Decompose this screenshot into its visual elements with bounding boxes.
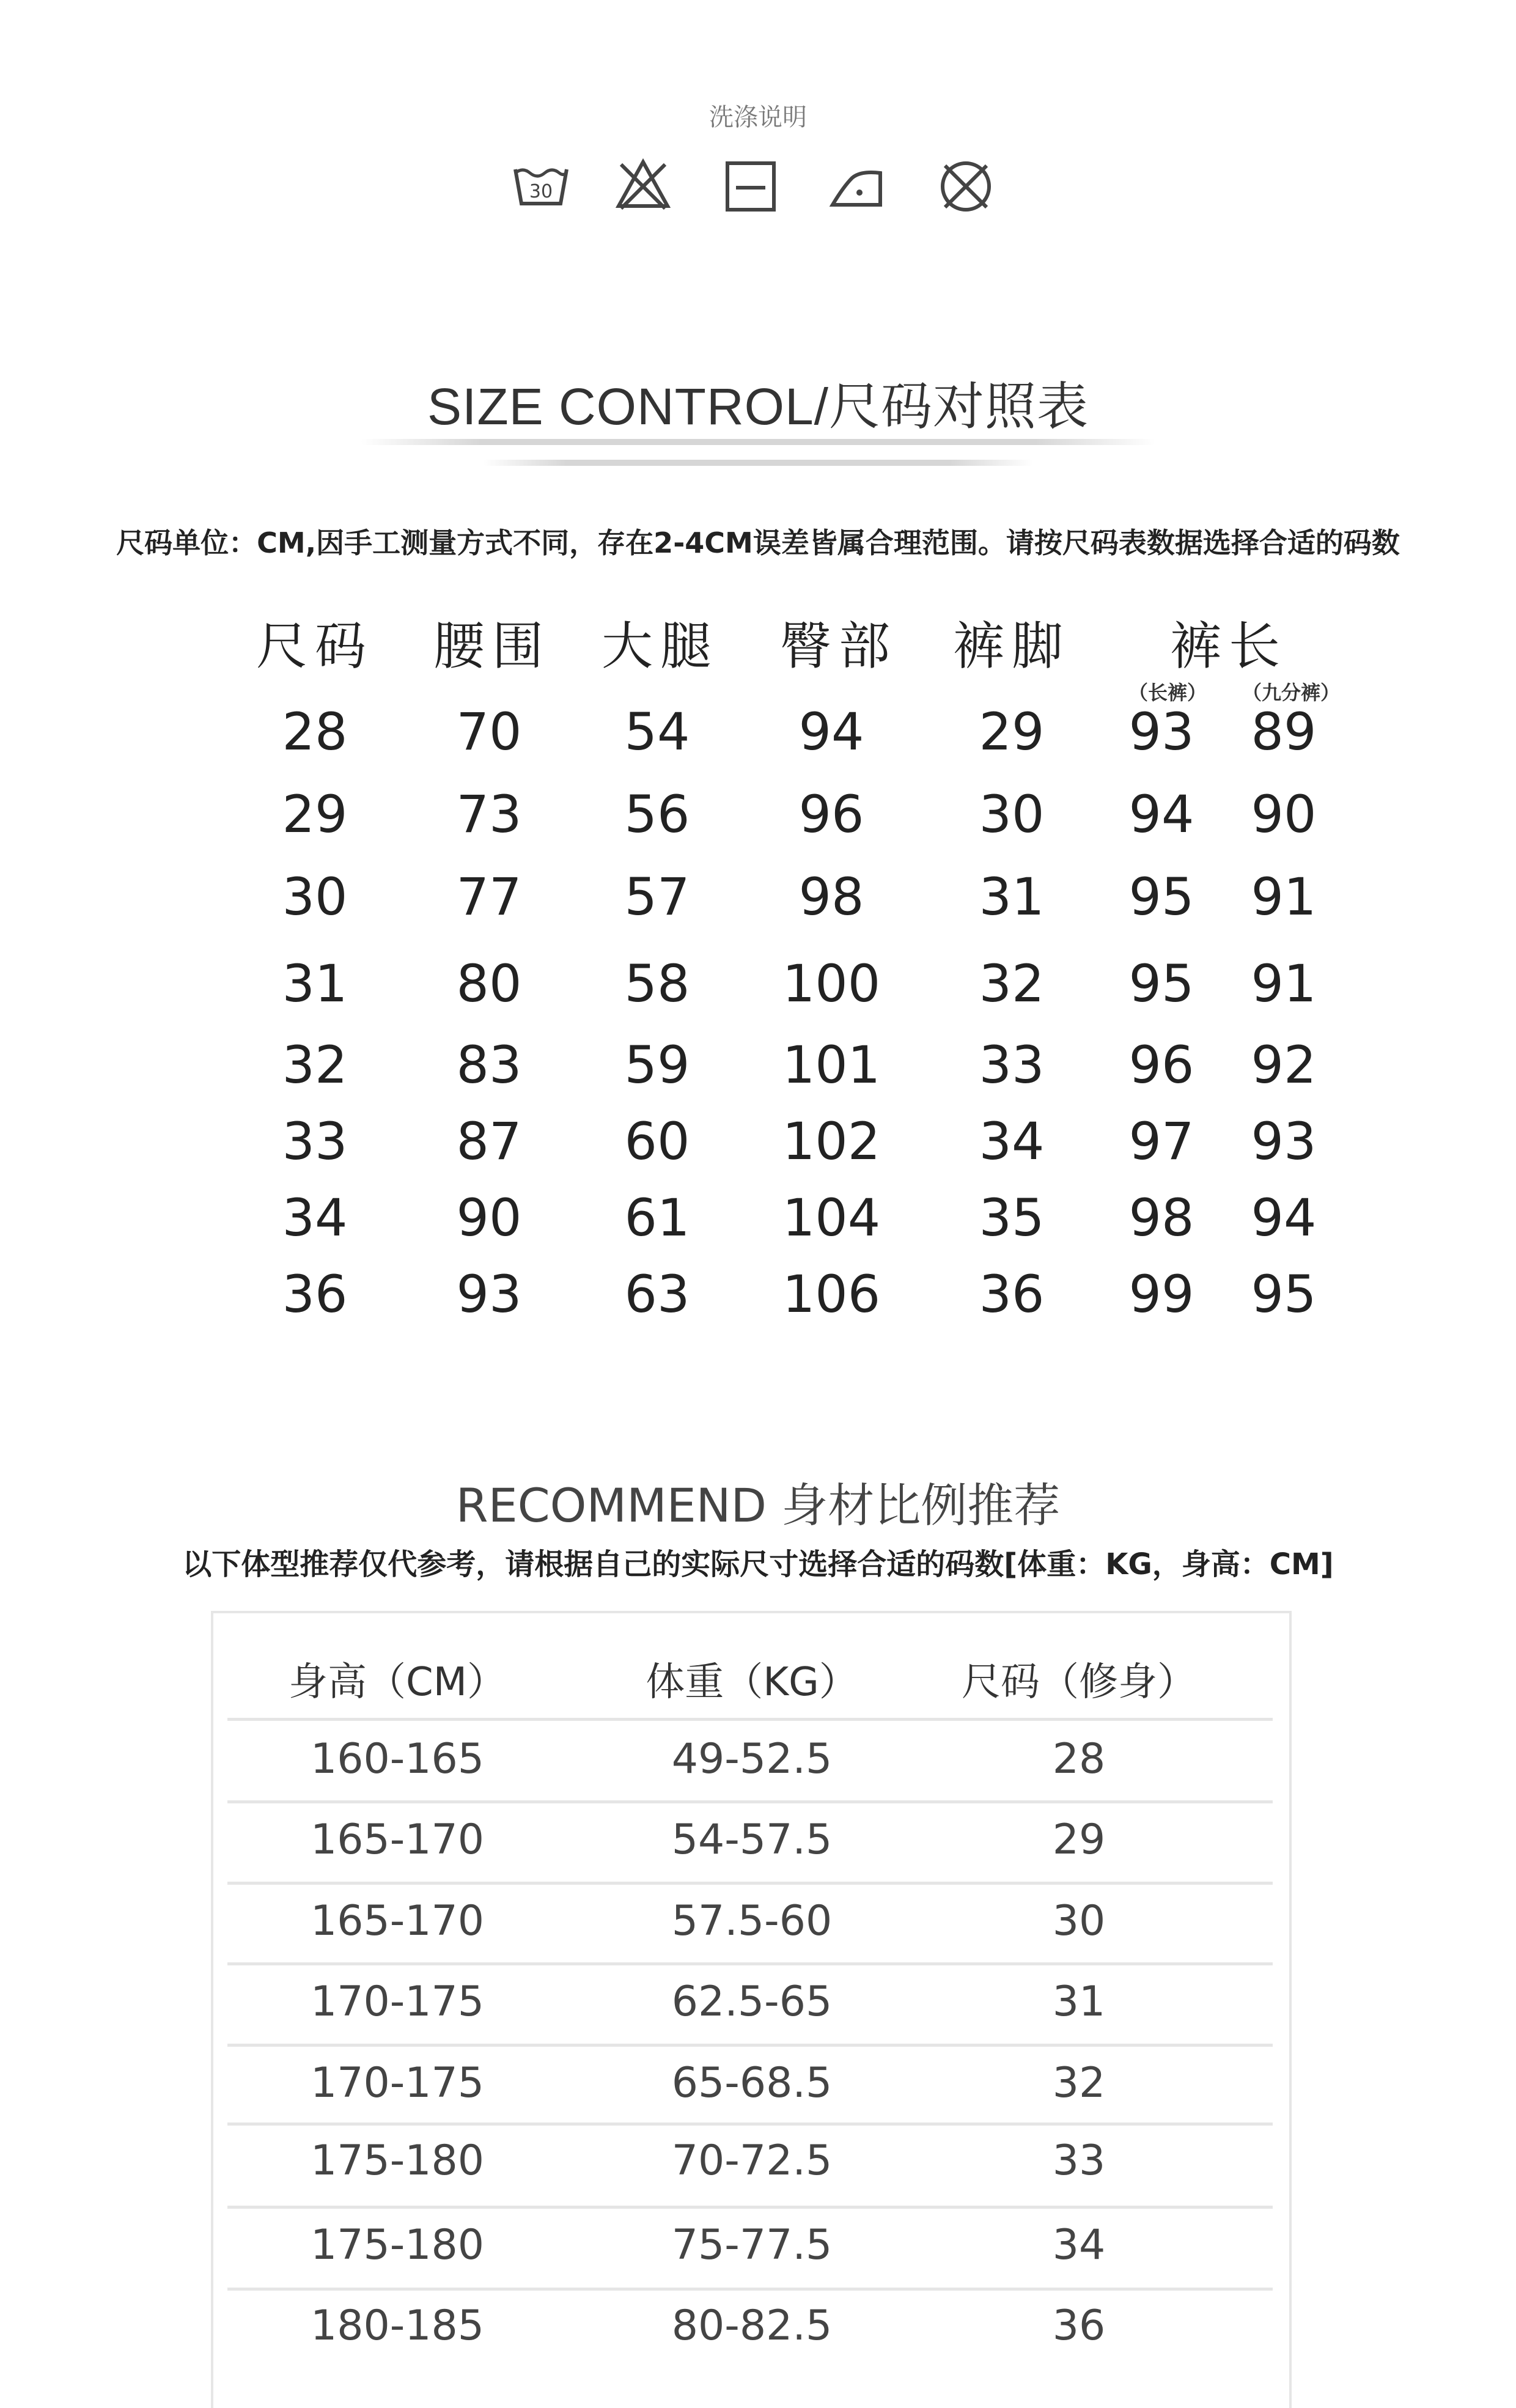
rec-cell-height: 165-170 — [310, 1897, 485, 1945]
rec-cell-size: 32 — [1052, 2059, 1106, 2107]
size-cell-length-cropped: 95 — [1251, 1264, 1317, 1324]
length-sub-cropped: （九分裤） — [1242, 681, 1340, 704]
size-cell-thigh: 56 — [624, 784, 690, 844]
row-divider — [227, 1962, 1273, 1965]
size-cell-size: 30 — [282, 867, 348, 927]
size-cell-thigh: 57 — [624, 867, 690, 927]
size-cell-size: 33 — [282, 1111, 348, 1171]
faint-english-note-line-2 — [483, 460, 1033, 466]
faint-english-note-line-1 — [361, 439, 1155, 445]
recommend-note: 以下体型推荐仅代参考，请根据自己的实际尺寸选择合适的码数[体重：KG，身高：CM] — [182, 1547, 1334, 1581]
size-cell-leg-opening: 35 — [979, 1188, 1045, 1248]
rec-cell-size: 29 — [1052, 1816, 1106, 1864]
size-cell-thigh: 61 — [624, 1188, 690, 1248]
rec-cell-height: 180-185 — [310, 2302, 485, 2350]
size-cell-waist: 77 — [456, 867, 522, 927]
row-divider — [227, 1882, 1273, 1885]
rec-header-height: 身高（CM） — [289, 1660, 506, 1705]
size-cell-waist: 70 — [456, 702, 522, 762]
size-cell-thigh: 58 — [624, 954, 690, 1014]
wash-30-icon — [510, 156, 572, 217]
rec-cell-weight: 65-68.5 — [671, 2059, 833, 2107]
rec-cell-size: 31 — [1052, 1978, 1106, 2026]
size-header-length: 裤长 — [1169, 616, 1287, 676]
size-cell-leg-opening: 29 — [979, 702, 1045, 762]
size-cell-length-cropped: 92 — [1251, 1035, 1317, 1095]
size-cell-length-cropped: 90 — [1251, 784, 1317, 844]
size-cell-length-long: 99 — [1128, 1264, 1194, 1324]
length-sub-long: （长裤） — [1128, 681, 1207, 704]
size-cell-waist: 83 — [456, 1035, 522, 1095]
size-cell-hip: 106 — [782, 1264, 881, 1324]
size-cell-length-long: 95 — [1128, 954, 1194, 1014]
size-cell-length-long: 98 — [1128, 1188, 1194, 1248]
rec-header-size: 尺码（修身） — [962, 1660, 1196, 1705]
row-divider — [227, 1718, 1273, 1721]
size-cell-size: 28 — [282, 702, 348, 762]
size-cell-size: 32 — [282, 1035, 348, 1095]
size-cell-thigh: 59 — [624, 1035, 690, 1095]
size-cell-hip: 100 — [782, 954, 881, 1014]
rec-cell-size: 33 — [1052, 2137, 1106, 2185]
size-cell-hip: 96 — [798, 784, 864, 844]
size-cell-hip: 101 — [782, 1035, 881, 1095]
wash-temp-label: 30 — [529, 181, 553, 202]
size-cell-leg-opening: 33 — [979, 1035, 1045, 1095]
size-cell-leg-opening: 32 — [979, 954, 1045, 1014]
size-header-waist: 腰围 — [433, 616, 551, 676]
size-cell-length-cropped: 93 — [1251, 1111, 1317, 1171]
size-cell-thigh: 63 — [624, 1264, 690, 1324]
size-unit-note: 尺码单位：CM,因手工测量方式不同，存在2-4CM误差皆属合理范围。请按尺码表数据选择合适的码数 — [116, 526, 1400, 559]
rec-cell-weight: 49-52.5 — [671, 1735, 833, 1783]
size-header-size: 尺码 — [256, 616, 373, 676]
no-bleach-icon — [613, 156, 674, 217]
size-cell-waist: 73 — [456, 784, 522, 844]
rec-cell-height: 160-165 — [310, 1735, 485, 1783]
row-divider — [227, 2044, 1273, 2047]
size-cell-length-long: 93 — [1128, 702, 1194, 762]
size-cell-size: 29 — [282, 784, 348, 844]
size-header-leg-opening: 裤脚 — [952, 616, 1070, 676]
rec-header-weight: 体重（KG） — [646, 1660, 858, 1705]
rec-cell-height: 170-175 — [310, 1978, 485, 2026]
rec-cell-size: 30 — [1052, 1897, 1106, 1945]
size-cell-thigh: 54 — [624, 702, 690, 762]
size-cell-size: 34 — [282, 1188, 348, 1248]
size-cell-leg-opening: 31 — [979, 867, 1045, 927]
care-title: 洗涤说明 — [709, 103, 807, 131]
size-cell-length-long: 95 — [1128, 867, 1194, 927]
size-cell-waist: 93 — [456, 1264, 522, 1324]
rec-cell-weight: 80-82.5 — [671, 2302, 833, 2350]
size-cell-hip: 98 — [798, 867, 864, 927]
rec-cell-height: 165-170 — [310, 1816, 485, 1864]
size-cell-length-cropped: 94 — [1251, 1188, 1317, 1248]
size-cell-length-long: 97 — [1128, 1111, 1194, 1171]
rec-cell-weight: 70-72.5 — [671, 2137, 833, 2185]
rec-cell-size: 34 — [1052, 2221, 1106, 2269]
rec-cell-height: 175-180 — [310, 2137, 485, 2185]
size-cell-size: 36 — [282, 1264, 348, 1324]
size-cell-size: 31 — [282, 954, 348, 1014]
size-cell-leg-opening: 30 — [979, 784, 1045, 844]
size-cell-length-long: 96 — [1128, 1035, 1194, 1095]
size-cell-waist: 90 — [456, 1188, 522, 1248]
rec-cell-size: 28 — [1052, 1735, 1106, 1783]
rec-cell-height: 170-175 — [310, 2059, 485, 2107]
row-divider — [227, 2206, 1273, 2209]
size-cell-hip: 104 — [782, 1188, 881, 1248]
rec-cell-size: 36 — [1052, 2302, 1106, 2350]
size-cell-thigh: 60 — [624, 1111, 690, 1171]
rec-cell-height: 175-180 — [310, 2221, 485, 2269]
size-control-title: SIZE CONTROL/尺码对照表 — [427, 378, 1089, 435]
size-cell-length-cropped: 91 — [1251, 867, 1317, 927]
no-dry-clean-icon — [935, 156, 996, 217]
size-cell-length-cropped: 89 — [1251, 702, 1317, 762]
size-header-thigh: 大腿 — [601, 616, 719, 676]
size-cell-length-long: 94 — [1128, 784, 1194, 844]
size-cell-waist: 80 — [456, 954, 522, 1014]
row-divider — [227, 1800, 1273, 1803]
size-header-hip: 臀部 — [779, 616, 897, 676]
size-cell-hip: 102 — [782, 1111, 881, 1171]
size-cell-waist: 87 — [456, 1111, 522, 1171]
iron-low-icon — [825, 156, 886, 217]
rec-cell-weight: 62.5-65 — [671, 1978, 833, 2026]
size-cell-leg-opening: 36 — [979, 1264, 1045, 1324]
rec-cell-weight: 57.5-60 — [671, 1897, 833, 1945]
size-cell-length-cropped: 91 — [1251, 954, 1317, 1014]
rec-cell-weight: 54-57.5 — [671, 1816, 833, 1864]
dry-flat-icon — [720, 156, 781, 217]
size-cell-hip: 94 — [798, 702, 864, 762]
size-cell-leg-opening: 34 — [979, 1111, 1045, 1171]
row-divider — [227, 2288, 1273, 2291]
row-divider — [227, 2123, 1273, 2126]
recommend-title: RECOMMEND 身材比例推荐 — [455, 1478, 1061, 1533]
rec-cell-weight: 75-77.5 — [671, 2221, 833, 2269]
